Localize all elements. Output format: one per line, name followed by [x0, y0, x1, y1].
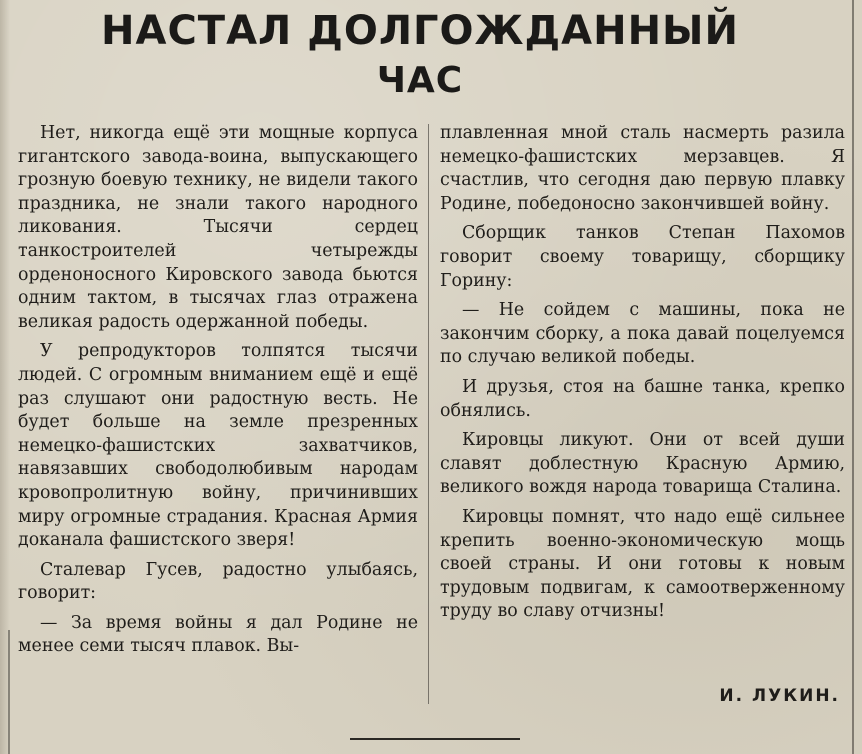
left-paragraph-4: — За время войны я дал Родине не менее семи тысяч плавок. Вы- [18, 612, 418, 657]
bottom-rule [350, 738, 520, 740]
left-paragraph-3: Сталевар Гусев, радостно улыбаясь, говорит: [18, 559, 418, 604]
right-paragraph-2: Сборщик танков Степан Пахомов говорит своему товарищу, сборщику Горину: [440, 223, 845, 291]
right-paragraph-4: И друзья, стоя на башне танка, крепко обнялись. [440, 376, 845, 421]
author-signature: И. ЛУКИН. [719, 686, 840, 706]
left-paragraph-1: Нет, никогда ещё эти мощные корпуса гигантского завода-воина, выпускающего грозную боевую технику, не видели такого праздника, не знали такого народного ликования. Тысячи сердец танкостроителей четырежды орденоносного Кировского завода бьются одним тактом, в тысячах глаз отражена великая радость одержанной победы. [18, 123, 418, 332]
left-paragraph-2: У репродукторов толпятся тысячи людей. С огромным вниманием ещё и ещё раз слушают они радостную весть. Не будет больше на земле презренных немецко-фашистских захватчиков, навязавших свободолюбивым народам кровопролитную войну, причинивших миру огромные страдания. Красная Армия доканала фашистского зверя! [18, 341, 418, 551]
right-column [440, 122, 845, 624]
right-paragraph-3: — Не сойдем с машины, пока не закончим сборку, а пока давай поцелуемся по случаю великой победы. [440, 300, 845, 368]
right-paragraph-6: Кировцы помнят, что надо ещё сильнее крепить военно-экономическую мощь своей страны. И они готовы к новым трудовым подвигам, к самоотверженному труду во славу отчизны! [440, 506, 845, 622]
headline-line-1: НАСТАЛ ДОЛГОЖДАННЫЙ [101, 8, 739, 54]
right-column-rule [852, 0, 854, 754]
left-column [18, 122, 418, 659]
right-paragraph-5: Кировцы ликуют. Они от всей души славят доблестную Красную Армию, великого вождя народа товарища Сталина. [440, 430, 845, 498]
column-divider [428, 124, 429, 704]
headline-line-2: ЧАС [376, 60, 464, 101]
left-margin-rule [8, 630, 10, 754]
right-paragraph-1: плавленная мной сталь насмерть разила немецко-фашистских мерзавцев. Я счастлив, что сегодня даю первую плавку Родине, победоносно закончившей войну. [440, 123, 845, 214]
